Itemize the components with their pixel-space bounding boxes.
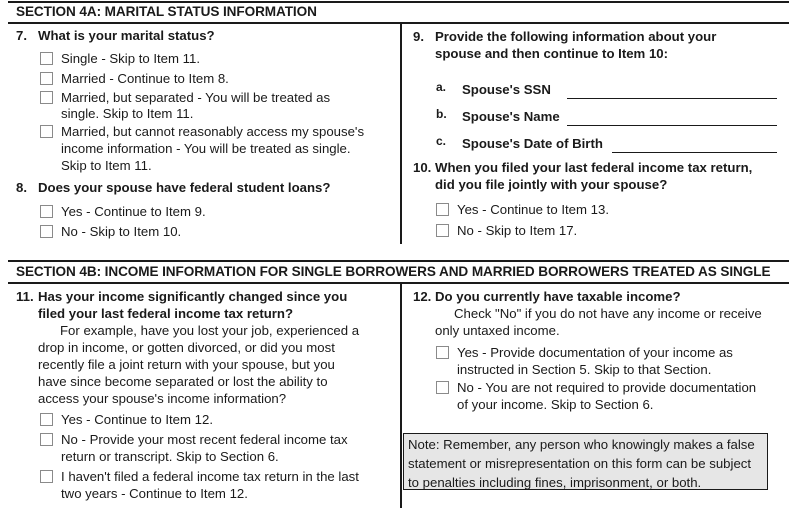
item-9a-letter: a. — [436, 80, 447, 94]
item-12-yes-label-line1: Yes - Provide documentation of your income as — [457, 345, 733, 360]
item-7-no-access-checkbox[interactable] — [40, 125, 53, 138]
section-4a-top-rule — [8, 1, 789, 3]
item-7-single-label: Single - Skip to Item 11. — [61, 51, 201, 66]
item-11-body-line2: drop in income, or gotten divorced, or did you most — [38, 340, 335, 355]
item-9-question-line1: Provide the following information about your — [435, 29, 717, 44]
item-9b-letter: b. — [436, 107, 447, 121]
item-10-question-line1: When you filed your last federal income tax return, — [435, 160, 753, 175]
penalty-note-line2: statement or misrepresentation on this form can be subject — [408, 456, 752, 471]
penalty-note — [403, 433, 768, 490]
item-8-no-checkbox[interactable] — [40, 225, 53, 238]
item-12-question: Do you currently have taxable income? — [435, 289, 681, 304]
item-11-number: 11. — [16, 289, 34, 304]
item-8-number: 8. — [16, 180, 27, 195]
item-8-yes-label: Yes - Continue to Item 9. — [61, 204, 206, 219]
item-11-body-line4: have since become separated or lost the ability to — [38, 374, 328, 389]
item-10-no-label: No - Skip to Item 17. — [457, 223, 578, 238]
item-11-body-line5: access your spouse's income information? — [38, 391, 287, 406]
item-8-no-label: No - Skip to Item 10. — [61, 224, 182, 239]
section-4b-title-rule — [8, 282, 789, 284]
spouse-name-field[interactable] — [567, 125, 777, 126]
item-12-body-line2: only untaxed income. — [435, 323, 560, 338]
section-4a-title: SECTION 4A: MARITAL STATUS INFORMATION — [16, 4, 317, 19]
item-10-yes-label: Yes - Continue to Item 13. — [457, 202, 609, 217]
spouse-name-label: Spouse's Name — [462, 109, 560, 124]
item-7-separated-label-line2: single. Skip to Item 11. — [61, 106, 194, 121]
item-9-number: 9. — [413, 29, 424, 44]
item-7-separated-checkbox[interactable] — [40, 91, 53, 104]
section-4a-divider — [400, 22, 402, 244]
spouse-ssn-label: Spouse's SSN — [462, 82, 551, 97]
section-4a-title-rule — [8, 22, 789, 24]
item-10-no-checkbox[interactable] — [436, 224, 449, 237]
item-11-not-filed-label-line1: I haven't filed a federal income tax return in the last — [61, 469, 359, 484]
item-10-number: 10. — [413, 160, 432, 175]
spouse-dob-field[interactable] — [612, 152, 777, 153]
item-7-no-access-label-line1: Married, but cannot reasonably access my spouse's — [61, 124, 365, 139]
item-11-not-filed-label-line2: two years - Continue to Item 12. — [61, 486, 248, 501]
item-12-no-checkbox[interactable] — [436, 381, 449, 394]
item-11-no-checkbox[interactable] — [40, 433, 53, 446]
spouse-ssn-field[interactable] — [567, 98, 777, 99]
item-7-number: 7. — [16, 28, 27, 43]
item-11-no-label-line1: No - Provide your most recent federal income tax — [61, 432, 348, 447]
item-11-no-label-line2: return or transcript. Skip to Section 6. — [61, 449, 279, 464]
item-10-yes-checkbox[interactable] — [436, 203, 449, 216]
item-11-yes-label: Yes - Continue to Item 12. — [61, 412, 213, 427]
item-7-question: What is your marital status? — [38, 28, 215, 43]
item-8-yes-checkbox[interactable] — [40, 205, 53, 218]
item-11-question-line2: filed your last federal income tax return? — [38, 306, 294, 321]
section-4b-title: SECTION 4B: INCOME INFORMATION FOR SINGLE BORROWERS AND MARRIED BORROWERS TREATED AS SINGLE — [16, 264, 771, 279]
item-11-body-line3: recently file a joint return with your spouse, but you — [38, 357, 335, 372]
item-12-no-label-line2: of your income. Skip to Section 6. — [457, 397, 654, 412]
item-7-no-access-label-line3: Skip to Item 11. — [61, 158, 152, 173]
item-7-single-checkbox[interactable] — [40, 52, 53, 65]
section-4b-divider — [400, 282, 402, 508]
item-12-number: 12. — [413, 289, 432, 304]
item-7-married-checkbox[interactable] — [40, 72, 53, 85]
item-11-question-line1: Has your income significantly changed since you — [38, 289, 348, 304]
section-4b-top-rule — [8, 260, 789, 262]
item-11-yes-checkbox[interactable] — [40, 413, 53, 426]
spouse-dob-label: Spouse's Date of Birth — [462, 136, 603, 151]
penalty-note-line1: Note: Remember, any person who knowingly makes a false — [408, 437, 755, 452]
penalty-note-line3: to penalties including fines, imprisonment, or both. — [408, 475, 702, 490]
item-9-question-line2: spouse and then continue to Item 10: — [435, 46, 669, 61]
item-11-not-filed-checkbox[interactable] — [40, 470, 53, 483]
item-7-no-access-label-line2: income information - You will be treated as single. — [61, 141, 351, 156]
item-12-no-label-line1: No - You are not required to provide documentation — [457, 380, 757, 395]
item-10-question-line2: did you file jointly with your spouse? — [435, 177, 668, 192]
item-12-yes-label-line2: instructed in Section 5. Skip to that Section. — [457, 362, 712, 377]
item-11-body-line1: For example, have you lost your job, experienced a — [60, 323, 360, 338]
item-12-body-line1: Check "No" if you do not have any income or receive — [454, 306, 762, 321]
item-8-question: Does your spouse have federal student loans? — [38, 180, 331, 195]
item-12-yes-checkbox[interactable] — [436, 346, 449, 359]
item-7-married-label: Married - Continue to Item 8. — [61, 71, 229, 86]
item-7-separated-label-line1: Married, but separated - You will be treated as — [61, 90, 331, 105]
item-9c-letter: c. — [436, 134, 447, 148]
